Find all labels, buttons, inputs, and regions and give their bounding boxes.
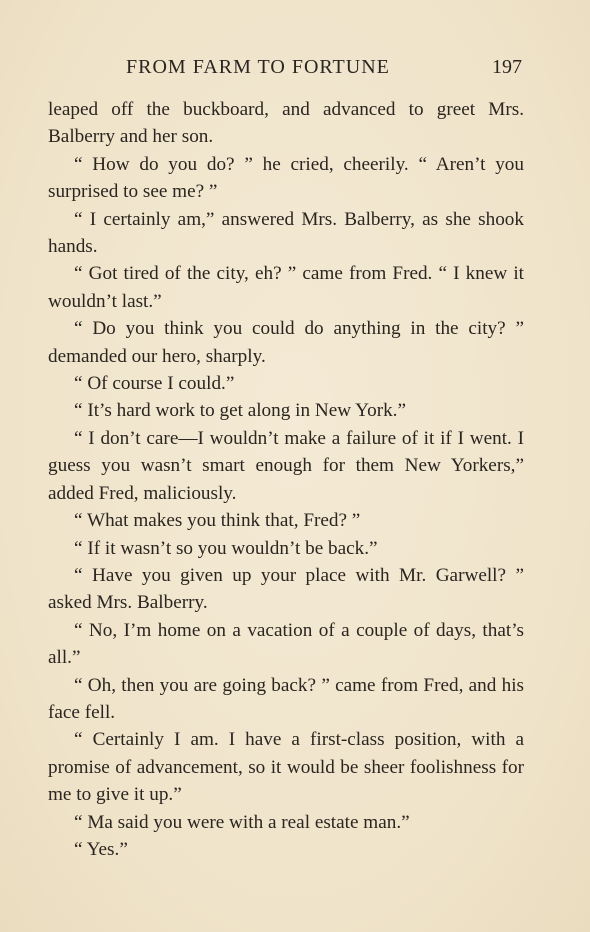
paragraph: “ Yes.”: [74, 838, 128, 860]
paragraph: “ What makes you think that, Fred? ”: [74, 510, 361, 532]
page-header: [126, 56, 522, 78]
paragraph: “ No, I’m home on a vacation of a couple of days, that’s all.”: [48, 619, 524, 669]
paragraph: “ Got tired of the city, eh? ” came from Fred. “ I knew it wouldn’t last.”: [48, 263, 524, 312]
paragraph: “ Do you think you could do anything in the city? ” demanded our hero, sharply.: [48, 318, 524, 367]
paragraph: “ Have you given up your place with Mr. Garwell? ” asked Mrs. Balberry.: [48, 564, 524, 614]
paragraph: “ How do you do? ” he cried, cheerily. “ Aren’t you surprised to see me? ”: [48, 153, 524, 203]
paragraph: “ I certainly am,” answered Mrs. Balberry, as she shook hands.: [48, 208, 524, 258]
paragraph: “ Ma said you were with a real estate man.”: [74, 811, 410, 833]
paragraph: “ Certainly I am. I have a first-class position, with a promise of advancement, so it would be sheer foolishness for me to give it up.”: [48, 729, 524, 806]
page-number: 197: [492, 56, 522, 78]
running-title: FROM FARM TO FORTUNE: [126, 56, 390, 78]
paragraph: “ It’s hard work to get along in New York.”: [74, 400, 406, 422]
paragraph: “ Oh, then you are going back? ” came from Fred, and his face fell.: [48, 674, 524, 723]
paragraph: “ Of course I could.”: [74, 373, 235, 395]
paragraph: leaped off the buckboard, and advanced to greet Mrs. Balberry and her son.: [48, 99, 524, 148]
paragraph: “ If it wasn’t so you wouldn’t be back.”: [74, 537, 378, 559]
body-text: [48, 96, 524, 863]
paragraph: “ I don’t care—I wouldn’t make a failure of it if I went. I guess you wasn’t smart enough for them New Yorkers,” added Fred, maliciously.: [48, 427, 524, 504]
